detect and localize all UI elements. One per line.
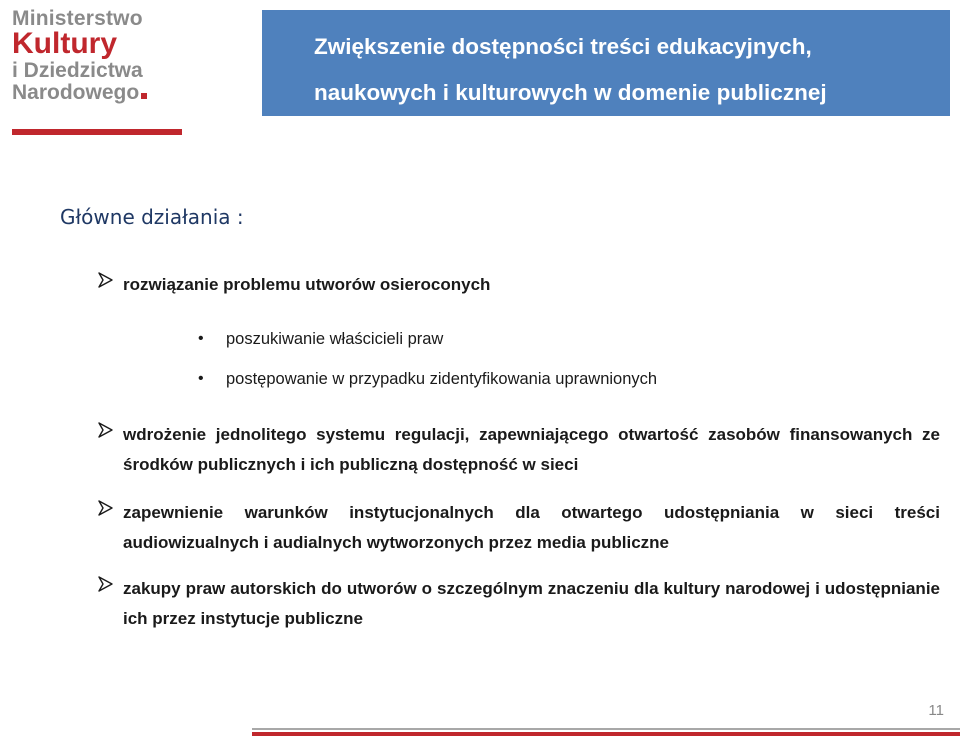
list-item-text: wdrożenie jednolitego systemu regulacji, zapewniającego otwartość zasobów finansowanych ze środków publicznych i ich publiczną dostępność w sieci bbox=[123, 425, 940, 474]
list-item-text: zapewnienie warunków instytucjonalnych dla otwartego udostępniania w sieci treści audiowizualnych i audialnych wytworzonych przez media publiczne bbox=[123, 503, 940, 552]
list-item-text: rozwiązanie problemu utworów osieroconych bbox=[123, 275, 491, 294]
dot-bullet-icon: • bbox=[198, 370, 204, 387]
list-item bbox=[98, 574, 940, 634]
list-item bbox=[98, 498, 940, 558]
section-title: Główne działania : bbox=[60, 205, 244, 229]
sub-list-item-text: postępowanie w przypadku zidentyfikowania uprawnionych bbox=[226, 370, 658, 388]
sub-list-item-text: poszukiwanie właścicieli praw bbox=[226, 330, 444, 348]
ministry-logo bbox=[12, 8, 182, 103]
logo-line-4: Narodowego bbox=[12, 81, 140, 104]
logo-line-4-wrap bbox=[12, 82, 182, 103]
dot-bullet-icon: • bbox=[198, 330, 204, 347]
list-item-text: zakupy praw autorskich do utworów o szczególnym znaczeniu dla kultury narodowej i udostępnianie ich przez instytucje publiczne bbox=[123, 579, 940, 628]
footer-rule-grey bbox=[252, 728, 960, 730]
logo-line-2: Kultury bbox=[12, 27, 117, 60]
title-banner bbox=[262, 10, 950, 116]
arrow-bullet-icon bbox=[98, 500, 114, 516]
title-line-1: Zwiększenie dostępności treści edukacyjnych, bbox=[314, 34, 812, 59]
logo-underline bbox=[12, 129, 182, 135]
arrow-bullet-icon bbox=[98, 422, 114, 438]
logo-line-3: i Dziedzictwa bbox=[12, 59, 143, 82]
footer-rule-red bbox=[252, 732, 960, 736]
list-item bbox=[98, 420, 940, 480]
sub-list-item bbox=[198, 370, 657, 389]
page-number: 11 bbox=[928, 702, 944, 719]
title-line-2: naukowych i kulturowych w domenie publicznej bbox=[314, 80, 827, 105]
sub-list-item bbox=[198, 330, 443, 349]
arrow-bullet-icon bbox=[98, 576, 114, 592]
logo-dot bbox=[141, 93, 147, 99]
list-item bbox=[98, 270, 940, 300]
arrow-bullet-icon bbox=[98, 272, 114, 288]
logo-line-1: Ministerstwo bbox=[12, 7, 143, 30]
